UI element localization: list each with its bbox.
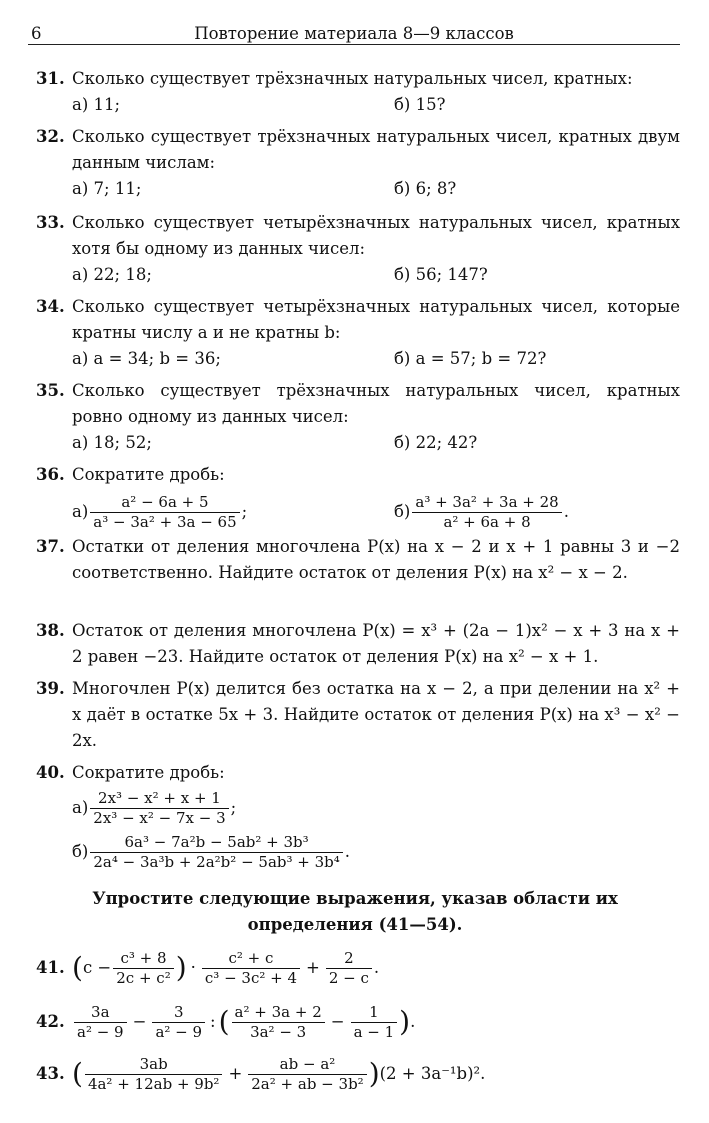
page-number: 6 [31,24,42,43]
problem-35 [36,378,680,456]
numerator: 3ab [139,1054,168,1073]
expression-42 [36,998,680,1046]
problem-text: Многочлен P(x) делится без остатка на x − 2, а при делении на x² + x даёт в остатке 5x + 3. Найдите остаток от деления P(x) на x³ − x² − 2x. [72,679,680,750]
fraction [412,493,561,532]
problem-number: 32. [36,127,65,146]
problem-34 [36,294,680,372]
operator: · [190,958,196,977]
option-a: а) 7; 11; [72,179,142,198]
denominator: a³ − 3a² + 3a − 65 [90,512,239,532]
problem-text: Сколько существует четырёхзначных натуральных чисел, кратных хотя бы одному из данных чисел: [72,213,680,258]
numerator: 6a³ − 7a²b − 5ab² + 3b³ [124,832,309,851]
fraction [90,789,228,828]
denominator: c³ − 3c² + 4 [202,968,300,988]
fraction [90,493,239,532]
option-b: б) 56; 147? [394,265,488,284]
fraction [113,949,173,988]
paren-open: ( [218,1005,230,1038]
numerator: c² + c [228,948,274,967]
problem-32 [36,124,680,202]
problem-number: 43. [36,1064,65,1083]
problem-36 [36,462,680,536]
problem-38 [36,618,680,670]
problem-number: 35. [36,381,65,400]
punct: . [373,958,380,977]
problem-number: 34. [36,297,65,316]
problem-40 [36,760,680,874]
problem-31 [36,66,680,118]
term: (2 + 3a⁻¹b)². [379,1064,486,1083]
denominator: 2x³ − x² − 7x − 3 [90,808,228,828]
numerator: 2x³ − x² + x + 1 [98,788,221,807]
numerator: ab − a² [279,1054,336,1073]
denominator: a² − 9 [74,1022,127,1042]
option-a: а) 22; 18; [72,265,152,284]
paren-open: ( [72,1057,83,1090]
option-a-label: а) [72,502,89,521]
option-b: б) 22; 42? [394,433,478,452]
problem-text: Сколько существует трёхзначных натуральных чисел, кратных ровно одному из данных чисел: [72,381,680,426]
problem-number: 31. [36,69,65,88]
numerator: c³ + 8 [120,948,167,967]
problem-text: Сократите дробь: [72,763,225,782]
fraction [202,949,300,988]
problem-number: 41. [36,958,65,977]
problem-number: 37. [36,537,65,556]
operator: + [306,958,320,977]
option-b-label: б) [72,842,89,861]
punct: ; [241,502,248,521]
option-b: б) 6; 8? [394,179,457,198]
problem-text: Сколько существует трёхзначных натуральных чисел, кратных: [72,69,633,88]
problem-number: 40. [36,763,65,782]
fraction [74,1003,127,1042]
numerator: 3 [173,1002,184,1021]
paren-close: ) [399,1005,411,1038]
numerator: a² − 6a + 5 [121,492,209,511]
denominator: a − 1 [351,1022,398,1042]
option-a-label: а) [72,798,89,817]
fraction [248,1055,366,1094]
problem-number: 36. [36,465,65,484]
paren-close: ) [368,1057,380,1090]
running-title: Повторение материала 8—9 классов [194,24,514,43]
denominator: 2c + c² [113,968,173,988]
fraction [85,1055,223,1094]
problem-37 [36,534,680,586]
numerator: 2 [344,948,354,967]
option-a: а) 11; [72,95,121,114]
expression-43 [36,1050,680,1098]
problem-text: Сколько существует трёхзначных натуральных чисел, кратных двум данным числам: [72,127,680,172]
option-a: а) a = 34; b = 36; [72,349,221,368]
problem-33 [36,210,680,288]
problem-number: 39. [36,679,65,698]
punct: . [410,1012,416,1031]
paren-close: ) [175,951,187,984]
operator: − [330,1012,345,1031]
term: c − [82,958,112,977]
numerator: a² + 3a + 2 [234,1002,322,1021]
fraction [351,1003,398,1042]
fraction [232,1003,325,1042]
denominator: 3a² − 3 [232,1022,325,1042]
fraction [90,833,342,872]
denominator: 2a⁴ − 3a³b + 2a²b² − 5ab³ + 3b⁴ [90,852,342,872]
option-a: а) 18; 52; [72,433,152,452]
option-b-label: б) [394,502,411,521]
problem-text: Сколько существует четырёхзначных натуральных чисел, которые кратны числу a и не кратны b: [72,297,680,342]
numerator: 3a [91,1002,110,1021]
expression-41 [36,944,680,992]
problem-text: Остаток от деления многочлена P(x) = x³ + (2a − 1)x² − x + 3 на x + 2 равен −23. Найдите остаток от деления P(x) на x² − x + 1. [72,621,680,666]
problem-number: 42. [36,1012,65,1031]
operator: − [132,1012,147,1031]
fraction [152,1003,205,1042]
problem-text: Сократите дробь: [72,465,225,484]
problem-number: 38. [36,621,65,640]
section-title: Упростите следующие выражения, указав области их определения (41—54). [92,889,618,934]
denominator: 2 − c [326,968,372,988]
numerator: 1 [369,1002,379,1021]
denominator: a² − 9 [152,1022,205,1042]
page-header [28,20,680,45]
option-b: б) a = 57; b = 72? [394,349,547,368]
fraction [326,949,372,988]
punct: . [563,502,569,521]
problem-number: 33. [36,213,65,232]
punct: . [344,842,351,861]
problem-text: Остатки от деления многочлена P(x) на x − 2 и x + 1 равны 3 и −2 соответственно. Найдите остаток от деления P(x) на x² − x − 2. [72,537,680,582]
denominator: a² + 6a + 8 [412,512,561,532]
operator: + [228,1064,243,1083]
denominator: 2a² + ab − 3b² [248,1074,366,1094]
punct: ; [230,798,237,817]
numerator: a³ + 3a² + 3a + 28 [415,492,559,511]
problem-39 [36,676,680,754]
operator: : [210,1012,216,1031]
paren-open: ( [72,951,83,984]
denominator: 4a² + 12ab + 9b² [85,1074,223,1094]
option-b: б) 15? [394,95,446,114]
